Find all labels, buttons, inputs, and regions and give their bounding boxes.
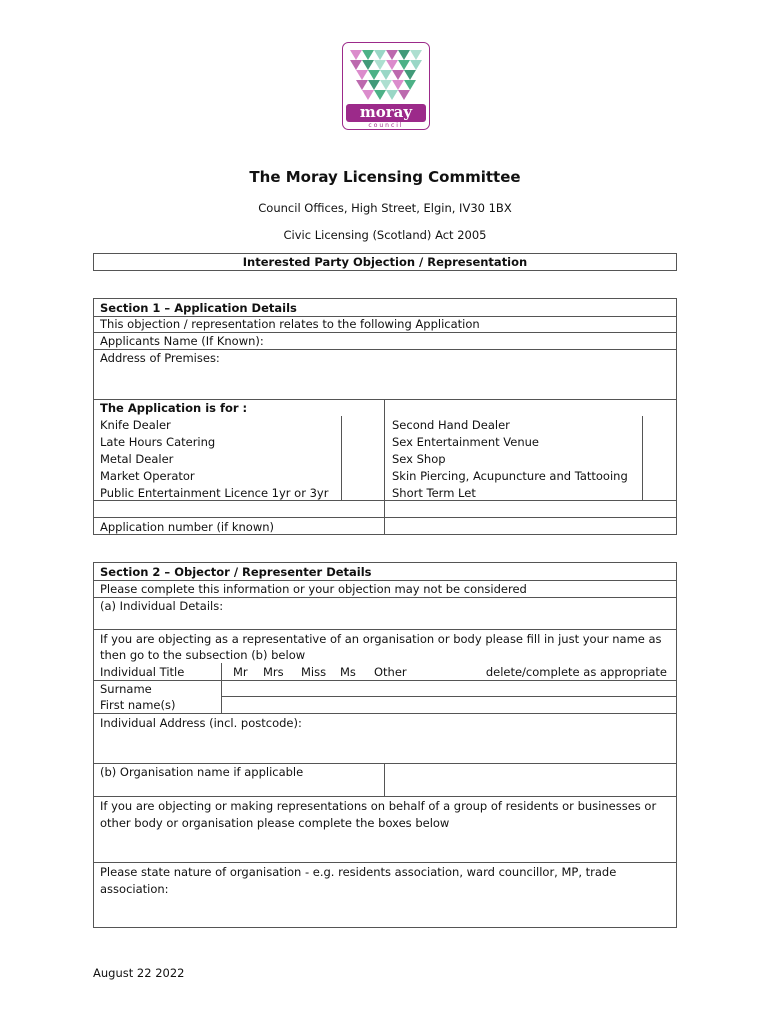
group-note: If you are objecting or making representations on behalf of a group of residents or businesses or other body or organisation please complete the boxes below xyxy=(100,799,657,830)
title-mr: Mr xyxy=(233,665,248,679)
representative-note: If you are objecting as a representative of an organisation or body please fill in just your name as then go to the subsection (b) below xyxy=(100,632,662,662)
form-title: Interested Party Objection / Representation xyxy=(242,255,528,269)
moray-council-logo xyxy=(342,42,430,130)
section-2-table xyxy=(93,562,677,928)
organisation-nature-note: Please state nature of organisation - e.g. residents association, ward councillor, MP, trade association: xyxy=(100,865,617,896)
section-1-table xyxy=(93,298,677,535)
section-2-heading: Section 2 – Objector / Representer Details xyxy=(100,565,372,579)
title-ms: Ms xyxy=(340,665,356,679)
title-mrs: Mrs xyxy=(263,665,284,679)
section-1-heading: Section 1 – Application Details xyxy=(100,301,297,315)
delete-complete-note: delete/complete as appropriate xyxy=(485,665,667,679)
notice-text: Please complete this information or your objection may not be considered xyxy=(100,582,527,596)
title-other: Other xyxy=(374,665,407,679)
option-sex-entertainment-venue: Sex Entertainment Venue xyxy=(392,435,539,449)
individual-title-label: Individual Title xyxy=(100,665,185,679)
application-for-label: The Application is for : xyxy=(100,401,248,415)
first-names-label: First name(s) xyxy=(100,698,176,712)
premises-address-label: Address of Premises: xyxy=(100,351,220,365)
option-skin-piercing: Skin Piercing, Acupuncture and Tattooing xyxy=(392,469,628,483)
footer-date: August 22 2022 xyxy=(93,966,185,980)
organisation-name-label: (b) Organisation name if applicable xyxy=(100,765,304,779)
option-knife-dealer: Knife Dealer xyxy=(100,418,171,432)
logo-subtext: council xyxy=(368,122,404,129)
option-short-term-let: Short Term Let xyxy=(392,486,476,500)
page-title: The Moray Licensing Committee xyxy=(249,168,521,186)
option-second-hand-dealer: Second Hand Dealer xyxy=(392,418,510,432)
individual-address-label: Individual Address (incl. postcode): xyxy=(100,716,302,730)
application-number-label: Application number (if known) xyxy=(100,520,274,534)
council-address: Council Offices, High Street, Elgin, IV30 1BX xyxy=(258,201,512,215)
surname-label: Surname xyxy=(100,682,152,696)
applicant-name-label: Applicants Name (If Known): xyxy=(100,334,264,348)
logo-wordmark: moray xyxy=(359,103,413,121)
option-market-operator: Market Operator xyxy=(100,469,195,483)
act-title: Civic Licensing (Scotland) Act 2005 xyxy=(283,228,487,242)
option-sex-shop: Sex Shop xyxy=(392,452,446,466)
option-metal-dealer: Metal Dealer xyxy=(100,452,174,466)
individual-details-label: (a) Individual Details: xyxy=(100,599,224,613)
option-public-entertainment: Public Entertainment Licence 1yr or 3yr xyxy=(100,486,329,500)
form-title-box xyxy=(93,253,677,271)
option-late-hours-catering: Late Hours Catering xyxy=(100,435,216,449)
title-miss: Miss xyxy=(301,665,327,679)
relates-label: This objection / representation relates to the following Application xyxy=(100,317,480,331)
